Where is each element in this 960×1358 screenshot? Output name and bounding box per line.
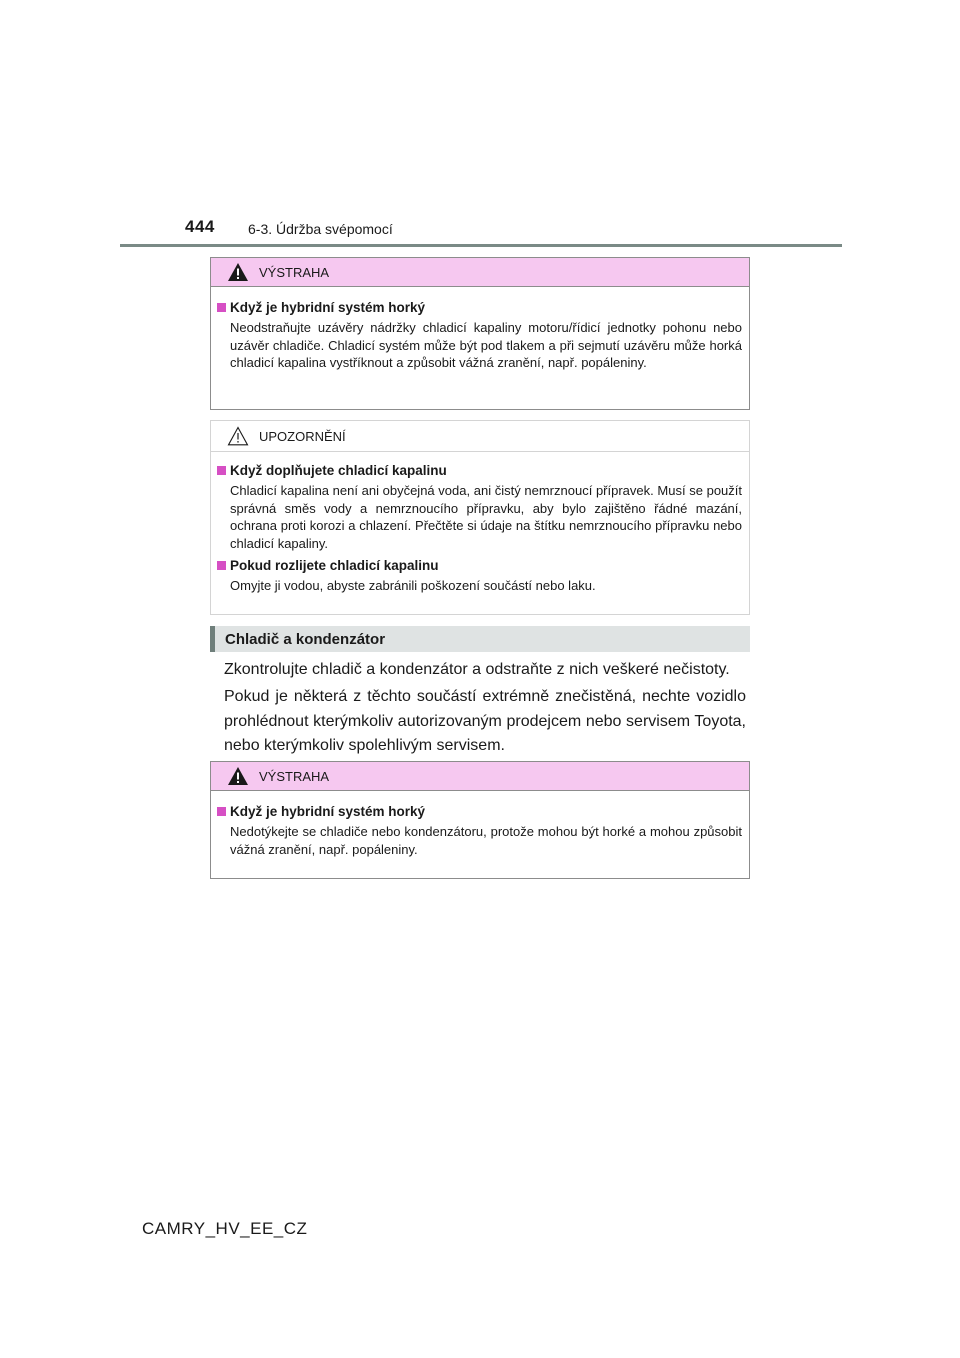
section-title: 6-3. Údržba svépomocí: [248, 221, 393, 237]
caution-triangle-icon: [227, 426, 249, 446]
warning-header: [211, 762, 749, 791]
item-text: Neodstraňujte uzávěry nádržky chladicí kapaliny motoru/řídicí jednotky pohonu nebo uzávěr chladiče. Chladicí systém může být pod tlakem a při sejmutí uzávěru může horká chladicí kapalina vystříknout a způsobit vážná zranění, např. popáleniny.: [230, 320, 742, 370]
item-title-text: Když doplňujete chladicí kapalinu: [230, 463, 447, 478]
warning-body: [211, 287, 749, 390]
caution-item: [217, 558, 742, 595]
item-title: [217, 463, 742, 478]
paragraph: Pokud je některá z těchto součástí extrémně znečistěná, nechte vozidlo prohlédnout kterýmkoliv autorizovaným prodejcem nebo servisem Toyota, nebo kterýmkoliv spolehlivým servisem.: [224, 688, 746, 754]
warning-triangle-icon: [227, 766, 249, 786]
item-title-text: Když je hybridní systém horký: [230, 300, 426, 315]
item-text: Chladicí kapalina není ani obyčejná voda, ani čistý nemrznoucí přípravek. Musí se použít správná směs vody a nemrznoucího přípravku, aby bylo zajištěno řádné mazání, ochrana proti korozi a chlazení. Přečtěte si údaje na štítku nemrznoucího přípravku nebo chladicí kapaliny.: [230, 483, 742, 551]
item-title-text: Pokud rozlijete chladicí kapalinu: [230, 558, 439, 573]
square-bullet-icon: [217, 807, 226, 816]
caution-header: [211, 421, 749, 452]
square-bullet-icon: [217, 466, 226, 475]
caution-body: [211, 452, 749, 613]
item-title: [217, 558, 742, 573]
paragraph: Zkontrolujte chladič a kondenzátor a odstraňte z nich veškeré nečistoty.: [224, 661, 730, 678]
item-title: [217, 804, 742, 819]
warning-box: [210, 257, 750, 410]
caution-label: UPOZORNĚNÍ: [259, 428, 346, 444]
warning-item: [217, 300, 742, 372]
square-bullet-icon: [217, 561, 226, 570]
item-title: [217, 300, 742, 315]
item-text: Nedotýkejte se chladiče nebo kondenzátoru, protože mohou být horké a mohou způsobit vážná zranění, např. popáleniny.: [230, 824, 742, 857]
footer-code: CAMRY_HV_EE_CZ: [142, 1219, 308, 1238]
warning-box: [210, 761, 750, 879]
warning-triangle-icon: [227, 262, 249, 282]
item-text: Omyjte ji vodou, abyste zabránili poškození součástí nebo laku.: [230, 578, 596, 593]
item-title-text: Když je hybridní systém horký: [230, 804, 426, 819]
caution-item: [217, 463, 742, 552]
caution-box: [210, 420, 750, 615]
warning-label: VÝSTRAHA: [259, 768, 330, 784]
warning-label: VÝSTRAHA: [259, 264, 330, 280]
section-heading: Chladič a kondenzátor: [210, 626, 750, 652]
header-rule: [120, 244, 842, 247]
warning-body: [211, 791, 749, 876]
warning-header: [211, 258, 749, 287]
warning-item: [217, 804, 742, 858]
square-bullet-icon: [217, 303, 226, 312]
page-number: 444: [185, 217, 215, 236]
